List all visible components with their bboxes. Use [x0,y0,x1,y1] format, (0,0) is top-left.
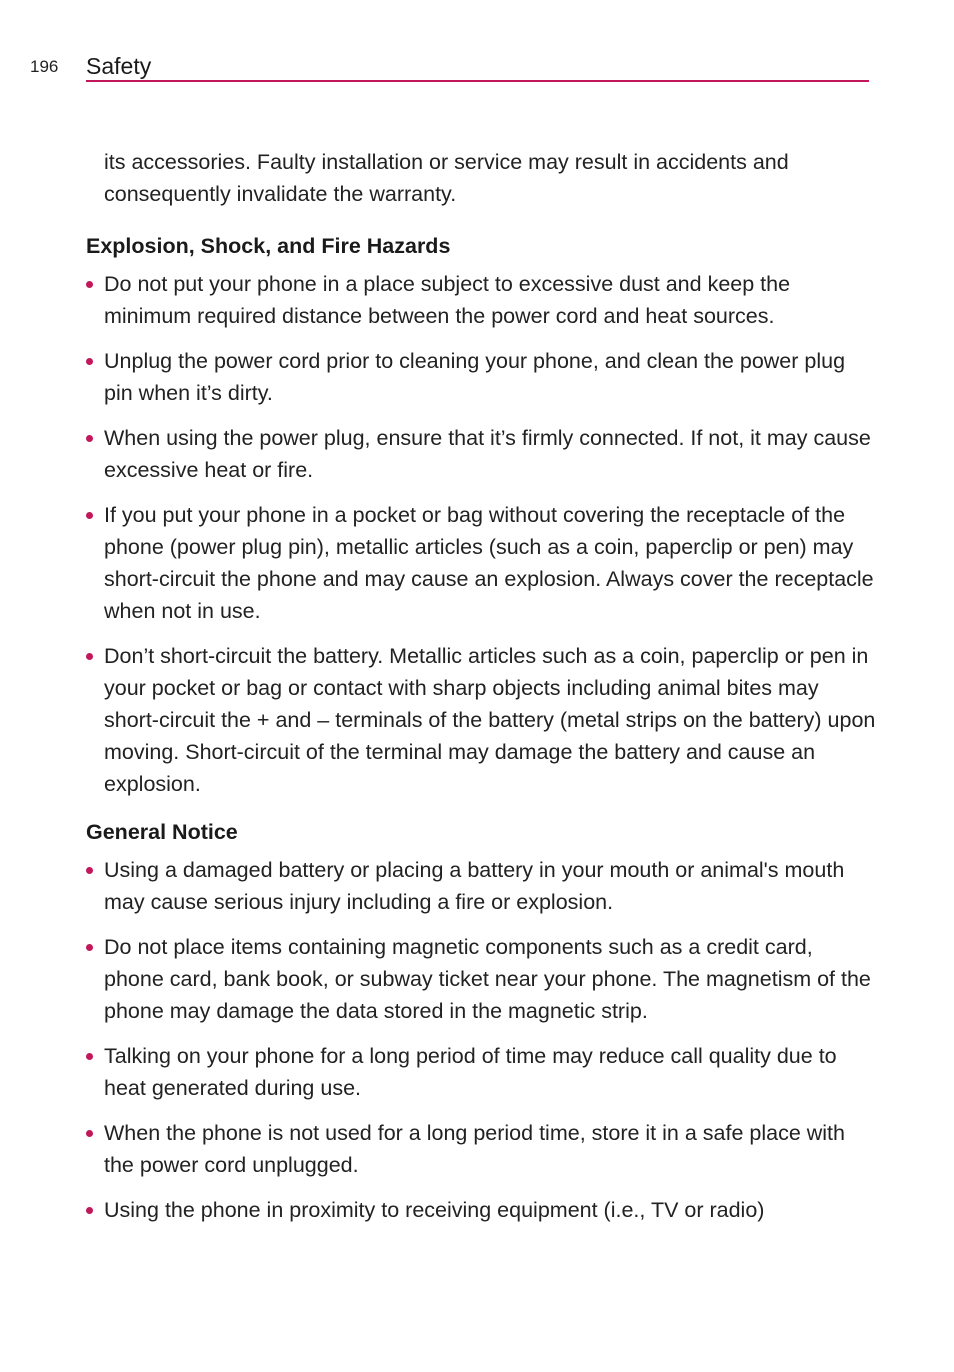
section-title: Safety [86,53,152,79]
list-item-text: Talking on your phone for a long period of time may reduce call quality due to heat generated during use. [104,1044,837,1100]
list-item-text: Do not put your phone in a place subject to excessive dust and keep the minimum required distance between the power cord and heat sources. [104,272,791,328]
list-item [86,1117,876,1181]
list-item [86,422,876,486]
bullet-icon [86,867,93,874]
bullet-icon [86,358,93,365]
list-item [86,931,876,1027]
intro-paragraph: its accessories. Faulty installation or service may result in accidents and consequently invalidate the warranty. [104,150,789,206]
bullet-icon [86,1130,93,1137]
bullet-icon [86,435,93,442]
list-item-text: If you put your phone in a pocket or bag without covering the receptacle of the phone (power plug pin), metallic articles (such as a coin, paperclip or pen) may short-circuit the phone and may cause an explosion. Always cover the receptacle when not in use. [104,503,874,623]
bullet-icon [86,281,93,288]
list-item-text: Don’t short-circuit the battery. Metallic articles such as a coin, paperclip or pen in your pocket or bag or contact with sharp objects including animal bites may short-circuit the + and – terminals of the battery (metal strips on the battery) upon moving. Short-circuit of the terminal may damage the battery and cause an explosion. [104,644,876,796]
list-item [86,1194,876,1226]
section-heading-hazards: Explosion, Shock, and Fire Hazards [86,234,451,258]
header-divider [86,80,869,82]
bullet-icon [86,1207,93,1214]
list-item-text: When the phone is not used for a long period time, store it in a safe place with the power cord unplugged. [104,1121,845,1177]
page-content [86,146,876,1239]
general-notice-list [86,854,876,1226]
bullet-icon [86,653,93,660]
bullet-icon [86,512,93,519]
bullet-icon [86,1053,93,1060]
list-item-text: When using the power plug, ensure that it’s firmly connected. If not, it may cause excessive heat or fire. [104,426,871,482]
list-item [86,499,876,627]
bullet-icon [86,944,93,951]
list-item [86,640,876,800]
list-item [86,854,876,918]
list-item [86,1040,876,1104]
hazards-list [86,268,876,800]
list-item [86,345,876,409]
list-item [86,268,876,332]
section-heading-general-notice: General Notice [86,820,238,844]
page-number: 196 [30,57,59,76]
list-item-text: Unplug the power cord prior to cleaning your phone, and clean the power plug pin when it’s dirty. [104,349,846,405]
list-item-text: Using the phone in proximity to receiving equipment (i.e., TV or radio) [104,1198,765,1222]
list-item-text: Do not place items containing magnetic components such as a credit card, phone card, bank book, or subway ticket near your phone. The magnetism of the phone may damage the data stored in the magnetic strip. [104,935,871,1023]
list-item-text: Using a damaged battery or placing a battery in your mouth or animal's mouth may cause serious injury including a fire or explosion. [104,858,845,914]
